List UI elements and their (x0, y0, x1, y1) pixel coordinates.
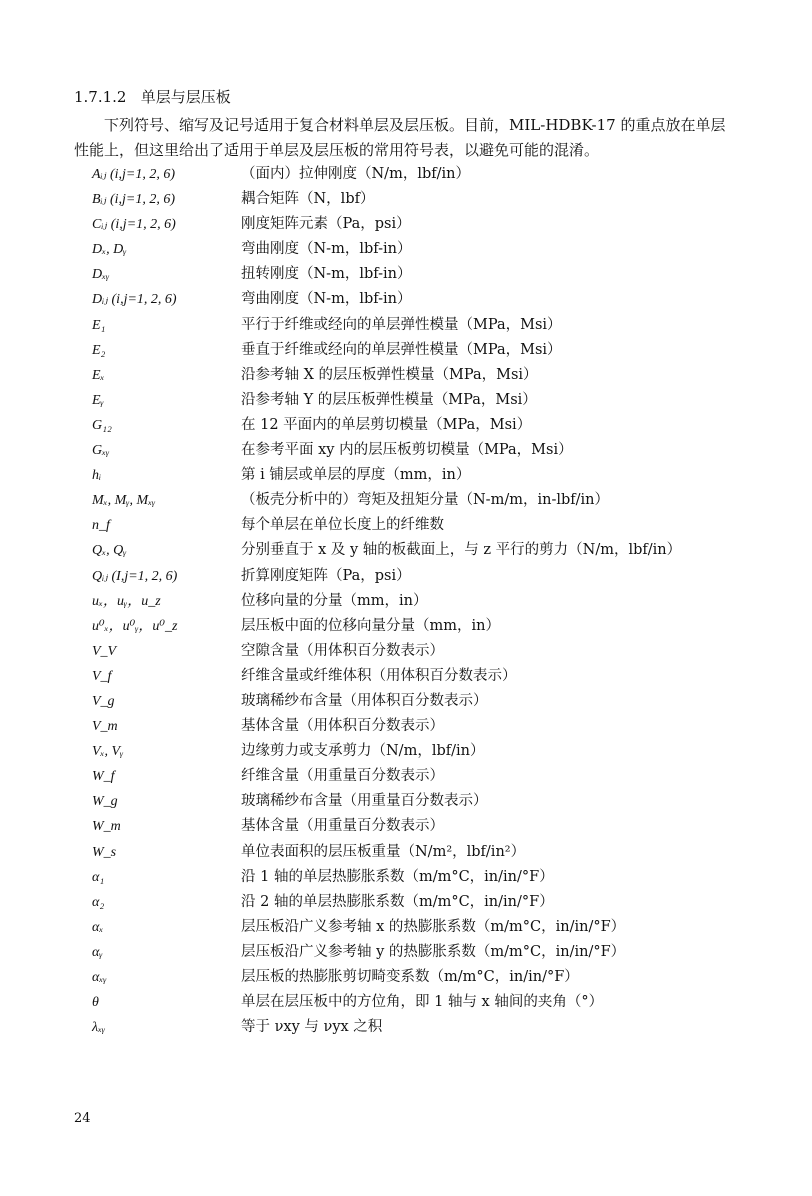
symbol: Eᵧ (92, 392, 104, 408)
symbol-row (0, 438, 812, 463)
symbol-row (0, 564, 812, 589)
symbol-row (0, 714, 812, 739)
symbol: αₓ (92, 919, 104, 935)
symbol-description: 在参考平面 xy 内的层压板剪切模量（MPa，Msi） (241, 442, 573, 459)
symbol-description: 等于 νxy 与 νyx 之积 (241, 1019, 383, 1036)
symbol-row (0, 689, 812, 714)
symbol-description: 玻璃稀纱布含量（用体积百分数表示） (241, 692, 488, 709)
symbol: V_V (92, 643, 117, 659)
symbol: n_f (92, 518, 110, 534)
symbol-description: 在 12 平面内的单层剪切模量（MPa，Msi） (241, 416, 532, 433)
symbol: hᵢ (92, 468, 102, 484)
symbol-description: 每个单层在单位长度上的纤维数 (241, 517, 444, 534)
symbol-description: 空隙含量（用体积百分数表示） (241, 642, 444, 659)
symbol: Dᵢⱼ (i,j=1, 2, 6) (92, 292, 177, 308)
symbol: Aᵢⱼ (i,j=1, 2, 6) (92, 167, 176, 182)
symbol-description: 耦合矩阵（N，lbf） (241, 191, 375, 208)
symbol-row (0, 363, 812, 388)
symbol: W_s (92, 844, 117, 860)
symbol-description: 弯曲刚度（N-m，lbf-in） (241, 241, 412, 258)
symbol-description: 平行于纤维或经向的单层弹性模量（MPa，Msi） (241, 316, 562, 333)
symbol-row (0, 212, 812, 237)
symbol: Eₓ (92, 367, 105, 383)
section-heading (74, 86, 231, 107)
symbol-description: （面内）拉伸刚度（N/m，lbf/in） (241, 166, 470, 182)
symbol-description: 弯曲刚度（N-m，lbf-in） (241, 291, 412, 308)
symbol-description: 分别垂直于 x 及 y 轴的板截面上，与 z 平行的剪力（N/m，lbf/in） (241, 542, 682, 559)
symbol-row (0, 814, 812, 839)
page-number: 24 (74, 1111, 91, 1126)
symbol-description: 第 i 铺层或单层的厚度（mm，in） (241, 467, 471, 484)
symbol: Qₓ, Qᵧ (92, 543, 127, 559)
symbol-row (0, 538, 812, 563)
symbol: αₓᵧ (92, 970, 107, 985)
symbol-description: 刚度矩阵元素（Pa，psi） (241, 216, 411, 233)
symbol: G₁₂ (92, 417, 112, 433)
symbol: W_f (92, 769, 115, 785)
symbol-description: （板壳分析中的）弯矩及扭矩分量（N-m/m，in-lbf/in） (241, 492, 609, 509)
symbol: E₂ (92, 342, 106, 358)
symbol-description: 边缘剪力或支承剪力（N/m，lbf/in） (241, 743, 485, 760)
symbol: u⁰ₓ，u⁰ᵧ，u⁰_z (92, 618, 178, 634)
symbol-row (0, 915, 812, 940)
symbol-description: 玻璃稀纱布含量（用重量百分数表示） (241, 793, 488, 810)
symbol: αᵧ (92, 944, 103, 960)
symbol-row (0, 338, 812, 363)
symbol-description: 折算刚度矩阵（Pa，psi） (241, 567, 411, 584)
symbol-row (0, 789, 812, 814)
symbol: V_g (92, 693, 115, 709)
symbol-description: 纤维含量（用重量百分数表示） (241, 768, 444, 785)
section-number: 1.7.1.2 (74, 88, 127, 106)
symbol: θ (92, 995, 99, 1011)
symbol-row (0, 162, 812, 187)
symbol-row (0, 463, 812, 488)
symbol: E₁ (92, 317, 106, 333)
symbol: V_m (92, 719, 118, 735)
symbol: λₓᵧ (92, 1020, 106, 1036)
symbol-description: 沿参考轴 X 的层压板弹性模量（MPa，Msi） (241, 366, 538, 383)
symbol: α₁ (92, 869, 105, 885)
section-title: 单层与层压板 (140, 88, 231, 106)
symbol: uₓ，uᵧ，u_z (92, 593, 161, 609)
symbol: W_m (92, 819, 121, 835)
symbol-row (0, 413, 812, 438)
symbol-row (0, 614, 812, 639)
symbol-row (0, 639, 812, 664)
symbol-row (0, 739, 812, 764)
symbol-row (0, 287, 812, 312)
symbol-row (0, 865, 812, 890)
symbol-row (0, 965, 812, 990)
symbol: Bᵢⱼ (i,j=1, 2, 6) (92, 192, 176, 208)
symbol-row (0, 940, 812, 965)
symbol-description: 层压板沿广义参考轴 y 的热膨胀系数（m/m°C，in/in/°F） (241, 943, 626, 960)
symbol-description: 垂直于纤维或经向的单层弹性模量（MPa，Msi） (241, 341, 562, 358)
symbol-table (0, 162, 812, 1040)
symbol: Dₓᵧ (92, 267, 110, 283)
symbol: Cᵢⱼ (i,j=1, 2, 6) (92, 217, 176, 233)
symbol-row (0, 589, 812, 614)
symbol: Gₓᵧ (92, 443, 110, 459)
symbol-description: 单位表面积的层压板重量（N/m²，lbf/in²） (241, 843, 526, 860)
symbol-row (0, 840, 812, 865)
symbol-description: 扭转刚度（N-m，lbf-in） (241, 266, 412, 283)
symbol: Mₓ, Mᵧ, Mₓᵧ (92, 493, 156, 509)
symbol-row (0, 187, 812, 212)
symbol-description: 单层在层压板中的方位角，即 1 轴与 x 轴间的夹角（°） (241, 994, 604, 1011)
symbol-row (0, 388, 812, 413)
symbol-row (0, 488, 812, 513)
symbol-row (0, 990, 812, 1015)
symbol: Qᵢⱼ (I,j=1, 2, 6) (92, 568, 178, 584)
symbol: Dₓ, Dᵧ (92, 242, 127, 258)
symbol: V_f (92, 668, 112, 684)
symbol-row (0, 513, 812, 538)
symbol-row (0, 313, 812, 338)
symbol-description: 层压板的热膨胀剪切畸变系数（m/m°C，in/in/°F） (241, 969, 579, 985)
symbol-row (0, 1015, 812, 1040)
symbol-row (0, 890, 812, 915)
symbol-description: 基体含量（用重量百分数表示） (241, 818, 444, 835)
symbol-row (0, 764, 812, 789)
symbol-description: 沿 1 轴的单层热膨胀系数（m/m°C，in/in/°F） (241, 868, 554, 885)
symbol-row (0, 262, 812, 287)
symbol-description: 纤维含量或纤维体积（用体积百分数表示） (241, 667, 517, 684)
symbol: W_g (92, 794, 118, 810)
symbol-description: 层压板沿广义参考轴 x 的热膨胀系数（m/m°C，in/in/°F） (241, 918, 626, 935)
symbol: α₂ (92, 894, 105, 910)
symbol-description: 沿 2 轴的单层热膨胀系数（m/m°C，in/in/°F） (241, 893, 554, 910)
symbol-description: 沿参考轴 Y 的层压板弹性模量（MPa，Msi） (241, 391, 537, 408)
symbol-description: 基体含量（用体积百分数表示） (241, 718, 444, 735)
intro-paragraph: 下列符号、缩写及记号适用于复合材料单层及层压板。目前，MIL-HDBK-17 的重点放在单层性能上，但这里给出了适用于单层及层压板的常用符号表，以避免可能的混淆。 (74, 116, 726, 159)
symbol-row (0, 664, 812, 689)
symbol-row (0, 237, 812, 262)
symbol: Vₓ, Vᵧ (92, 744, 124, 760)
symbol-description: 层压板中面的位移向量分量（mm，in） (241, 617, 500, 634)
symbol-description: 位移向量的分量（mm，in） (241, 592, 428, 609)
